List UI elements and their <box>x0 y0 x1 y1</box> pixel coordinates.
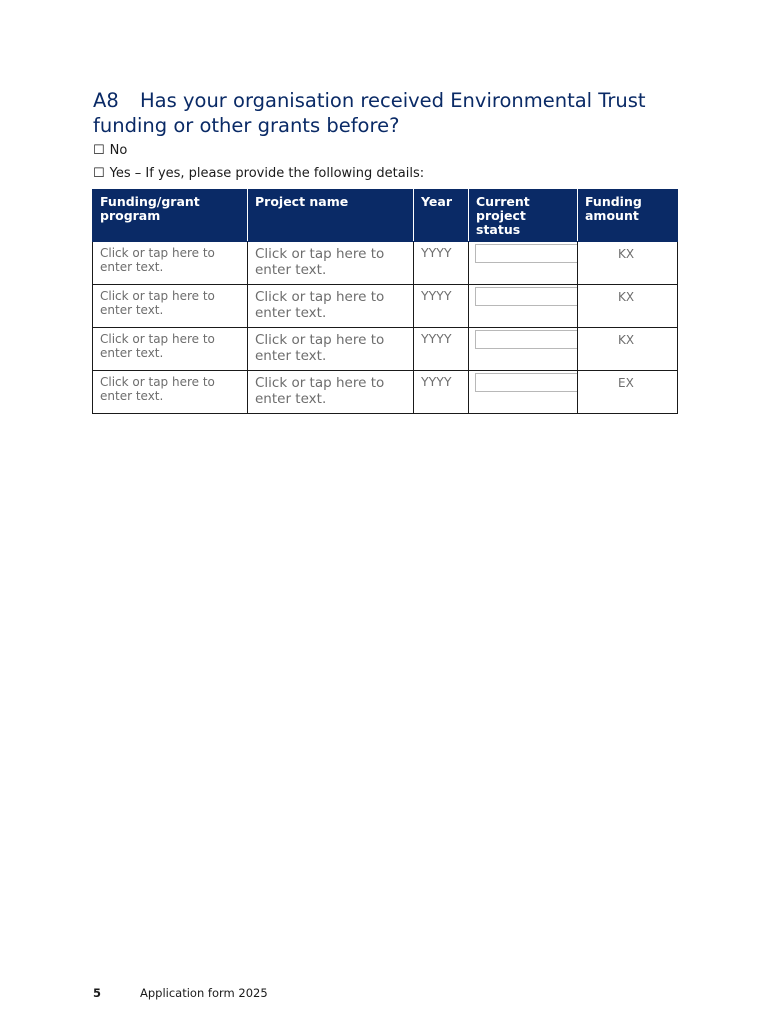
header-year: Year <box>414 190 469 242</box>
checkbox-yes[interactable]: ☐ <box>93 166 105 181</box>
year-field[interactable]: YYYY <box>414 328 469 371</box>
amount-cell <box>578 371 678 414</box>
checkbox-no[interactable]: ☐ <box>93 143 105 158</box>
project-name-field[interactable]: Click or tap here to enter text. <box>248 285 414 328</box>
status-cell <box>469 371 578 414</box>
section-question: Has your organisation received Environmental Trust funding or other grants before? <box>93 89 646 137</box>
status-cell <box>469 285 578 328</box>
option-no[interactable] <box>93 143 127 159</box>
status-cell <box>469 328 578 371</box>
project-name-field[interactable]: Click or tap here to enter text. <box>248 328 414 371</box>
option-yes-label: Yes – If yes, please provide the following details: <box>109 166 425 181</box>
footer-title: Application form 2025 <box>140 986 268 1000</box>
amount-cell <box>578 285 678 328</box>
status-dropdown[interactable] <box>475 244 578 263</box>
amount-field[interactable]: KX <box>618 247 635 261</box>
page-footer <box>93 986 268 1000</box>
project-name-field[interactable]: Click or tap here to enter text. <box>248 242 414 285</box>
amount-field[interactable]: KX <box>618 333 635 347</box>
status-cell <box>469 242 578 285</box>
amount-field[interactable]: KX <box>618 290 635 304</box>
program-field[interactable]: Click or tap here to enter text. <box>93 285 248 328</box>
program-field[interactable]: Click or tap here to enter text. <box>93 328 248 371</box>
option-yes[interactable] <box>93 166 424 182</box>
header-funding-program: Funding/grant program <box>93 190 248 242</box>
page-number: 5 <box>93 986 102 1000</box>
section-number: A8 <box>93 89 119 112</box>
status-dropdown[interactable] <box>475 287 578 306</box>
status-dropdown[interactable] <box>475 330 578 349</box>
header-project-status: Current project status <box>469 190 578 242</box>
header-project-name: Project name <box>248 190 414 242</box>
amount-cell <box>578 328 678 371</box>
project-name-field[interactable]: Click or tap here to enter text. <box>248 371 414 414</box>
table-row <box>93 242 678 285</box>
table-header-row <box>93 190 678 242</box>
option-no-label: No <box>109 143 128 158</box>
year-field[interactable]: YYYY <box>414 285 469 328</box>
table-row <box>93 371 678 414</box>
amount-field[interactable]: EX <box>618 376 634 390</box>
section-heading <box>93 88 693 138</box>
status-dropdown[interactable] <box>475 373 578 392</box>
program-field[interactable]: Click or tap here to enter text. <box>93 371 248 414</box>
table-row <box>93 328 678 371</box>
funding-history-table <box>92 189 678 414</box>
table-row <box>93 285 678 328</box>
header-funding-amount: Funding amount <box>578 190 678 242</box>
year-field[interactable]: YYYY <box>414 242 469 285</box>
year-field[interactable]: YYYY <box>414 371 469 414</box>
amount-cell <box>578 242 678 285</box>
program-field[interactable]: Click or tap here to enter text. <box>93 242 248 285</box>
